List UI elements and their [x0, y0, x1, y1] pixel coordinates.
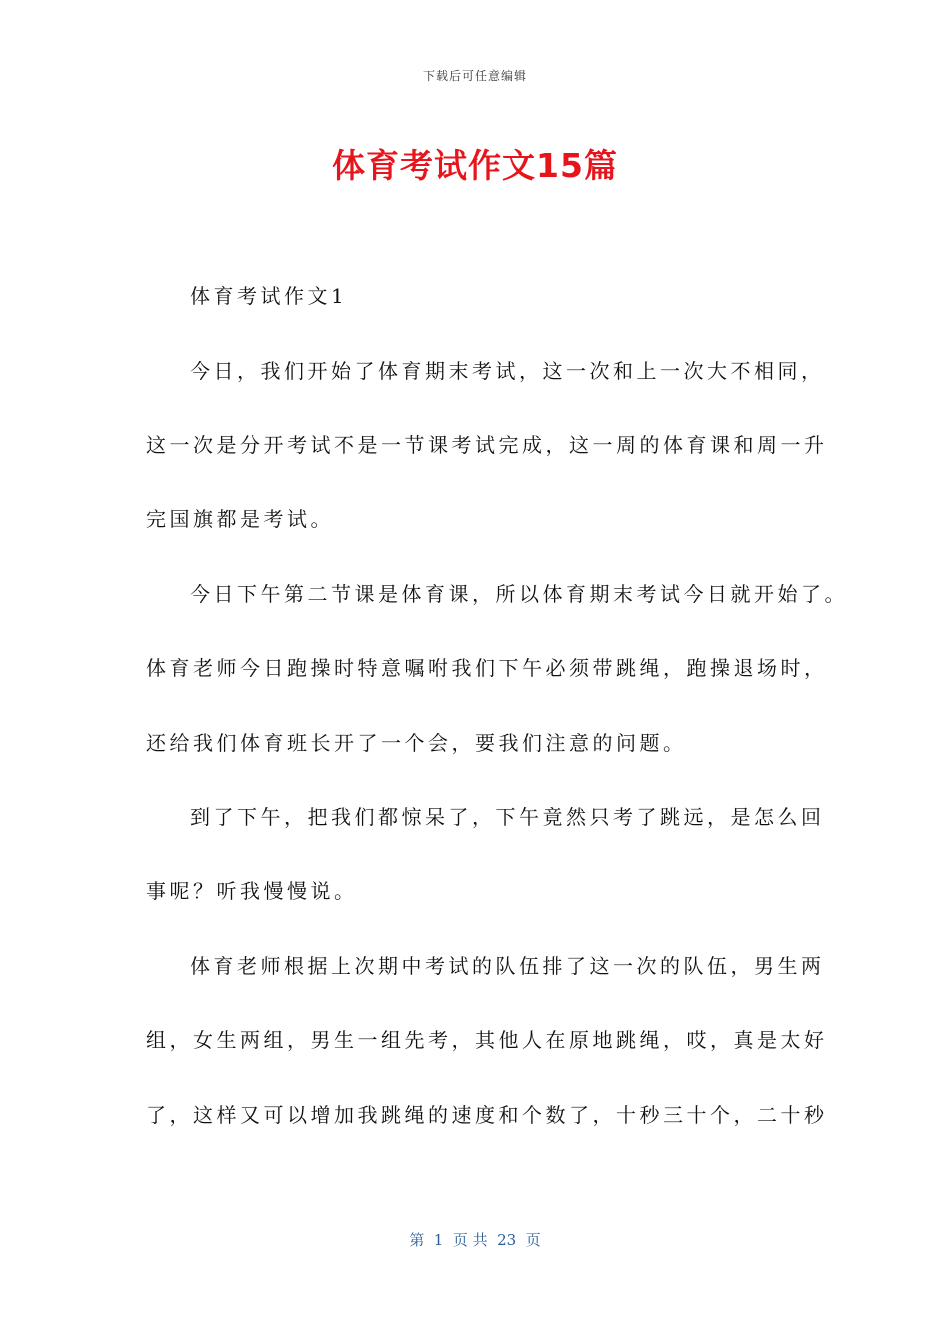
paragraph-line: 体育老师根据上次期中考试的队伍排了这一次的队伍，男生两 [190, 954, 825, 978]
header-note: 下载后可任意编辑 [422, 69, 527, 83]
paragraph-line: 今日下午第二节课是体育课，所以体育期末考试今日就开始了。 [190, 582, 848, 606]
document-title: 体育考试作文15篇 [332, 146, 618, 185]
paragraph-line: 到了下午，把我们都惊呆了，下午竟然只考了跳远，是怎么回 [190, 805, 825, 829]
paragraph-line: 事呢？听我慢慢说。 [146, 879, 358, 903]
paragraph-line: 体育老师今日跑操时特意嘱咐我们下午必须带跳绳，跑操退场时， [146, 656, 828, 680]
paragraph-line: 完国旗都是考试。 [146, 507, 334, 531]
paragraph-line: 还给我们体育班长开了一个会，要我们注意的问题。 [146, 731, 687, 755]
page-footer: 第 1 页 共 23 页 [409, 1231, 541, 1249]
paragraph-line: 了，这样又可以增加我跳绳的速度和个数了，十秒三十个，二十秒 [146, 1103, 828, 1127]
paragraph-line: 今日，我们开始了体育期末考试，这一次和上一次大不相同， [190, 359, 825, 383]
section-heading: 体育考试作文1 [190, 284, 348, 308]
paragraph-line: 这一次是分开考试不是一节课考试完成，这一周的体育课和周一升 [146, 433, 828, 457]
paragraph-line: 组，女生两组，男生一组先考，其他人在原地跳绳，哎，真是太好 [146, 1028, 828, 1052]
